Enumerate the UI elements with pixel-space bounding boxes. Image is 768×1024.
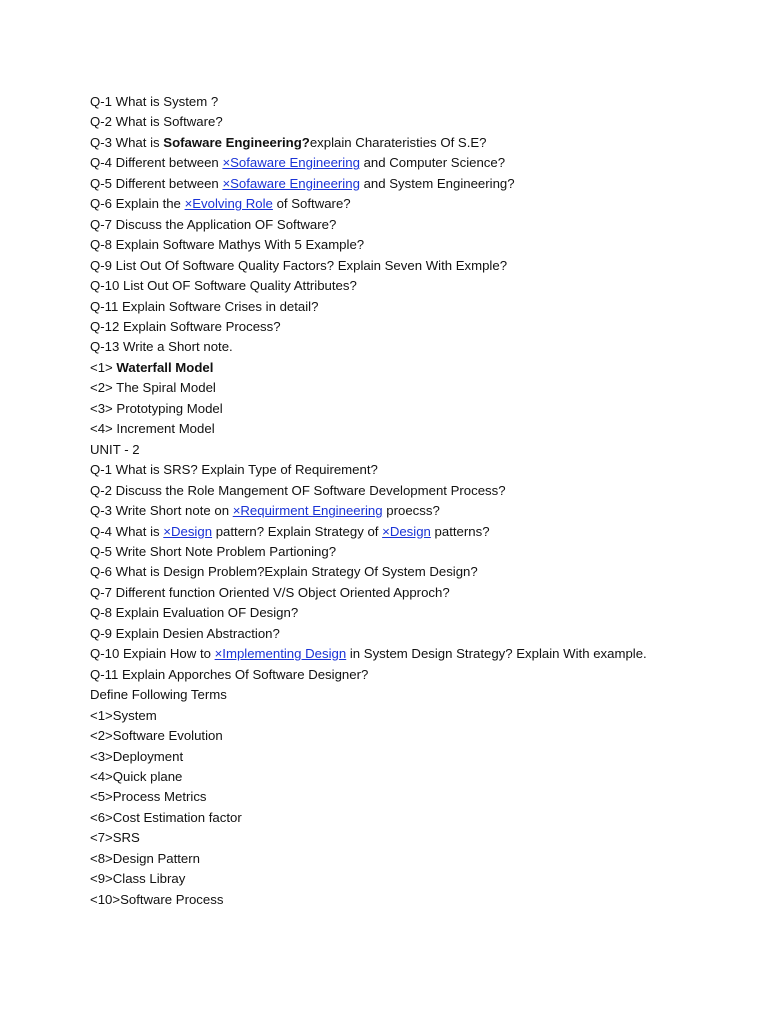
- line-text: Define Following Terms: [90, 687, 227, 703]
- question-line: [90, 542, 730, 562]
- question-line: [90, 481, 730, 501]
- line-text: Q-9 Explain Desien Abstraction?: [90, 625, 280, 641]
- line-text: <4>Quick plane: [90, 768, 183, 784]
- line-text: <9>Class Libray: [90, 871, 186, 887]
- question-line: [90, 685, 730, 705]
- question-line: [90, 256, 730, 276]
- question-line: [90, 849, 730, 869]
- line-text: Q-11 Explain Apporches Of Software Designer?: [90, 666, 369, 682]
- line-text: Q-10 List Out OF Software Quality Attributes?: [90, 278, 357, 294]
- question-line: [90, 869, 730, 889]
- inline-link[interactable]: ×Requirment Engineering: [232, 503, 383, 519]
- question-line: [90, 235, 730, 255]
- line-text: Q-2 Discuss the Role Mangement OF Software Development Process?: [90, 482, 506, 498]
- bold-text: Sofaware Engineering?: [163, 134, 310, 150]
- question-line: [90, 808, 730, 828]
- question-line: [90, 215, 730, 235]
- line-text: Q-9 List Out Of Software Quality Factors? Explain Seven With Exmple?: [90, 257, 508, 273]
- line-text: <10>Software Process: [90, 891, 224, 907]
- line-text: explain Charateristies Of S.E?: [309, 134, 487, 150]
- line-text: <3> Prototyping Model: [90, 400, 223, 416]
- line-text: Q-5 Write Short Note Problem Partioning?: [90, 543, 337, 559]
- line-text: <1>System: [90, 707, 157, 723]
- question-line: [90, 112, 730, 132]
- question-line: [90, 624, 730, 644]
- inline-link[interactable]: ×Implementing Design: [214, 646, 347, 662]
- bold-text: Waterfall Model: [116, 359, 214, 375]
- inline-link[interactable]: ×Design: [163, 523, 213, 539]
- line-text: Q-8 Explain Evaluation OF Design?: [90, 605, 299, 621]
- question-line: [90, 419, 730, 439]
- line-text: Q-7 Discuss the Application OF Software?: [90, 216, 337, 232]
- line-text: Q-1 What is SRS? Explain Type of Requirement?: [90, 462, 378, 478]
- question-line: [90, 522, 730, 542]
- line-text: <1>: [90, 359, 117, 375]
- line-text: <3>Deployment: [90, 748, 184, 764]
- line-text: Q-5 Different between: [90, 175, 223, 191]
- question-line: [90, 603, 730, 623]
- line-text: and System Engineering?: [359, 175, 515, 191]
- line-text: Q-3 Write Short note on: [90, 503, 233, 519]
- question-line: [90, 460, 730, 480]
- question-line: [90, 583, 730, 603]
- question-line: [90, 828, 730, 848]
- line-text: Q-11 Explain Software Crises in detail?: [90, 298, 319, 314]
- question-line: [90, 747, 730, 767]
- inline-link[interactable]: ×Evolving Role: [184, 196, 273, 212]
- question-line: [90, 562, 730, 582]
- question-line: [90, 174, 730, 194]
- line-text: Q-6 Explain the: [90, 196, 185, 212]
- question-line: [90, 276, 730, 296]
- question-line: [90, 378, 730, 398]
- question-line: [90, 726, 730, 746]
- line-text: Q-3 What is: [90, 134, 164, 150]
- line-text: Q-4 Different between: [90, 155, 223, 171]
- question-line: [90, 399, 730, 419]
- line-text: Q-13 Write a Short note.: [90, 339, 233, 355]
- line-text: Q-6 What is Design Problem?Explain Strategy Of System Design?: [90, 564, 478, 580]
- line-text: <4> Increment Model: [90, 421, 215, 437]
- line-text: in System Design Strategy? Explain With example.: [346, 646, 647, 662]
- question-line: [90, 767, 730, 787]
- line-text: Q-4 What is: [90, 523, 164, 539]
- document-body: [90, 92, 730, 910]
- question-line: [90, 133, 730, 153]
- question-line: [90, 153, 730, 173]
- question-line: [90, 194, 730, 214]
- line-text: Q-7 Different function Oriented V/S Object Oriented Approch?: [90, 584, 450, 600]
- line-text: of Software?: [272, 196, 351, 212]
- line-text: <5>Process Metrics: [90, 789, 207, 805]
- inline-link[interactable]: ×Design: [382, 523, 431, 539]
- line-text: Q-10 Expiain How to: [90, 646, 215, 662]
- line-text: Q-1 What is System ?: [90, 94, 219, 109]
- question-line: [90, 644, 730, 664]
- question-line: [90, 665, 730, 685]
- line-text: Q-8 Explain Software Mathys With 5 Example?: [90, 237, 365, 253]
- line-text: proecss?: [382, 503, 440, 519]
- question-line: [90, 890, 730, 910]
- question-line: [90, 501, 730, 521]
- question-line: [90, 92, 730, 112]
- line-text: <6>Cost Estimation factor: [90, 809, 242, 825]
- line-text: Q-12 Explain Software Process?: [90, 318, 281, 334]
- line-text: <2>Software Evolution: [90, 728, 223, 744]
- question-line: [90, 706, 730, 726]
- question-line: [90, 358, 730, 378]
- question-line: [90, 440, 730, 460]
- question-line: [90, 317, 730, 337]
- question-line: [90, 337, 730, 357]
- question-line: [90, 787, 730, 807]
- line-text: <2> The Spiral Model: [90, 380, 216, 396]
- question-line: [90, 297, 730, 317]
- line-text: pattern? Explain Strategy of: [212, 523, 383, 539]
- line-text: UNIT - 2: [90, 441, 140, 457]
- line-text: <8>Design Pattern: [90, 850, 200, 866]
- line-text: patterns?: [430, 523, 490, 539]
- line-text: Q-2 What is Software?: [90, 114, 223, 130]
- line-text: <7>SRS: [90, 830, 140, 846]
- line-text: and Computer Science?: [359, 155, 506, 171]
- inline-link[interactable]: ×Sofaware Engineering: [222, 155, 360, 171]
- inline-link[interactable]: ×Sofaware Engineering: [222, 175, 360, 191]
